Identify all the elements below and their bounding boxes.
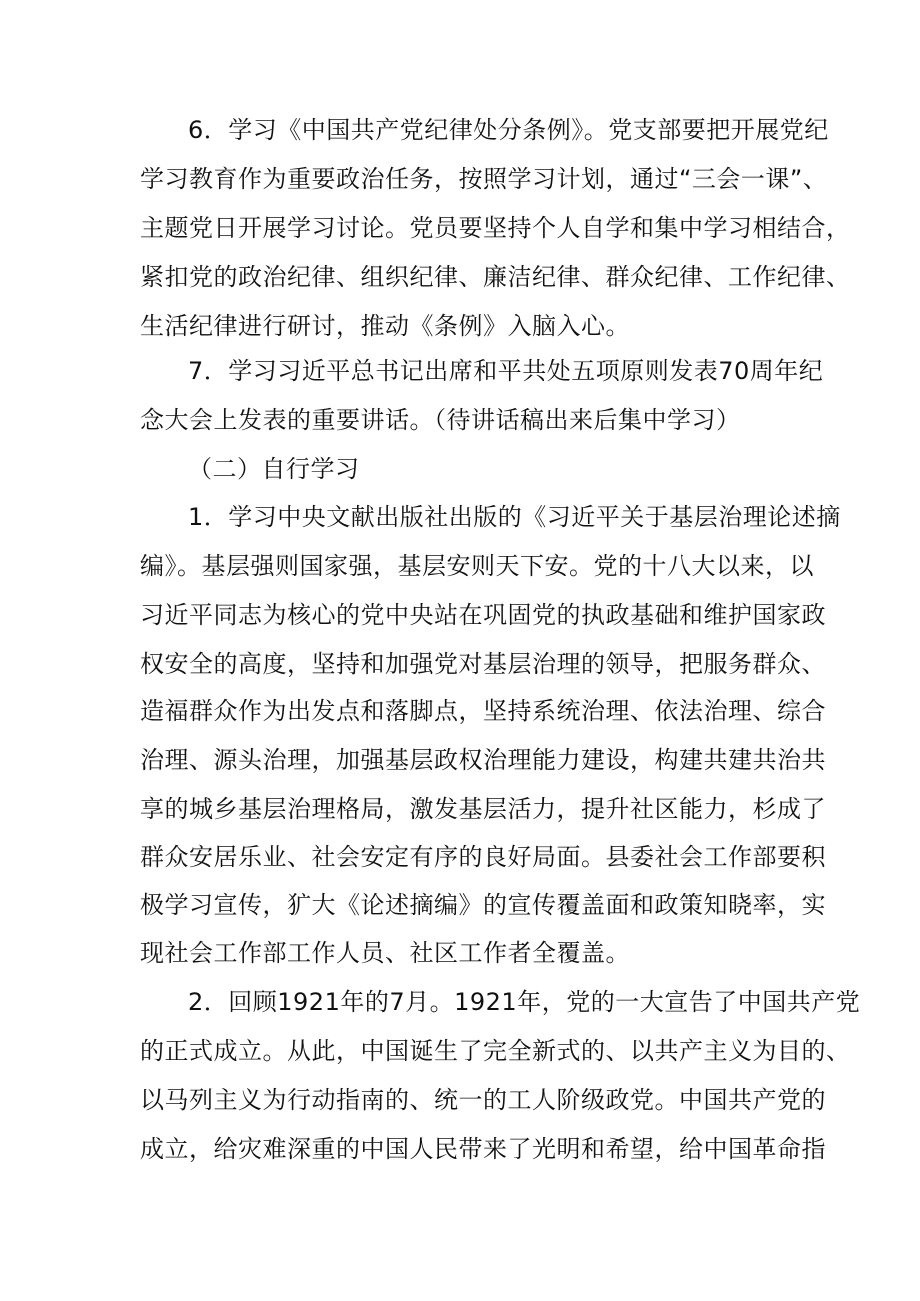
text-line: 现社会工作部工作人员、社区工作者全覆盖。 [140, 939, 630, 967]
section-heading: （二）自行学习 [188, 455, 360, 483]
text-line: 以马列主义为行动指南的、统一的工人阶级政党。中国共产党的 [140, 1086, 826, 1114]
text-line: 群众安居乐业、社会安定有序的良好局面。县委社会工作部要积 [140, 843, 826, 871]
text-line: 紧扣党的政治纪律、组织纪律、廉洁纪律、群众纪律、工作纪律、 [140, 263, 851, 291]
text-line: 习近平同志为核心的党中央站在巩固党的执政基础和维护国家政 [140, 601, 826, 629]
text-line: 的正式成立。从此，中国诞生了完全新式的、以共产主义为目的、 [140, 1037, 851, 1065]
text-line: 极学习宣传，犷大《论述摘编》的宣传覆盖面和政策知晓率，实 [140, 891, 826, 919]
text-line: 学习教育作为重要政治任务，按照学习计划，通过“三会一课”、 [140, 165, 828, 193]
text-line: 7．学习习近平总书记出席和平共处五项原则发表70周年纪 [188, 357, 824, 385]
text-line: 1．学习中央文献出版社出版的《习近平关于基层治理论述摘 [188, 503, 841, 531]
text-line: 享的城乡基层治理格局，激发基层活力，提升社区能力，杉成了 [140, 795, 826, 823]
text-line: 编》。基层强则国家强，基层安则天下安。党的十八大以来，以 [140, 552, 814, 580]
text-line: 2．回顾1921年的7月。1921年，党的一大宣告了中国共产党 [188, 988, 861, 1016]
text-line: 念大会上发表的重要讲话。（待讲话稿出来后集中学习） [140, 406, 741, 434]
text-line: 成立，给灾难深重的中国人民带来了光明和希望，给中国革命指 [140, 1135, 826, 1163]
text-line: 生活纪律进行研讨，推动《条例》入脑入心。 [140, 312, 630, 340]
text-line: 6．学习《中国共产党纪律处分条例》。党支部要把开展党纪 [188, 116, 829, 144]
text-line: 主题党日开展学习讨论。党员要坚持个人自学和集中学习相结合， [140, 214, 851, 242]
text-line: 治理、源头治理，加强基层政权治理能力建设，构建共建共治共 [140, 746, 826, 774]
text-line: 造福群众作为出发点和落脚点，坚持系统治理、依法治理、综合 [140, 697, 826, 725]
text-line: 权安全的高度，坚持和加强党对基层治理的领导，把服务群众、 [140, 650, 826, 678]
